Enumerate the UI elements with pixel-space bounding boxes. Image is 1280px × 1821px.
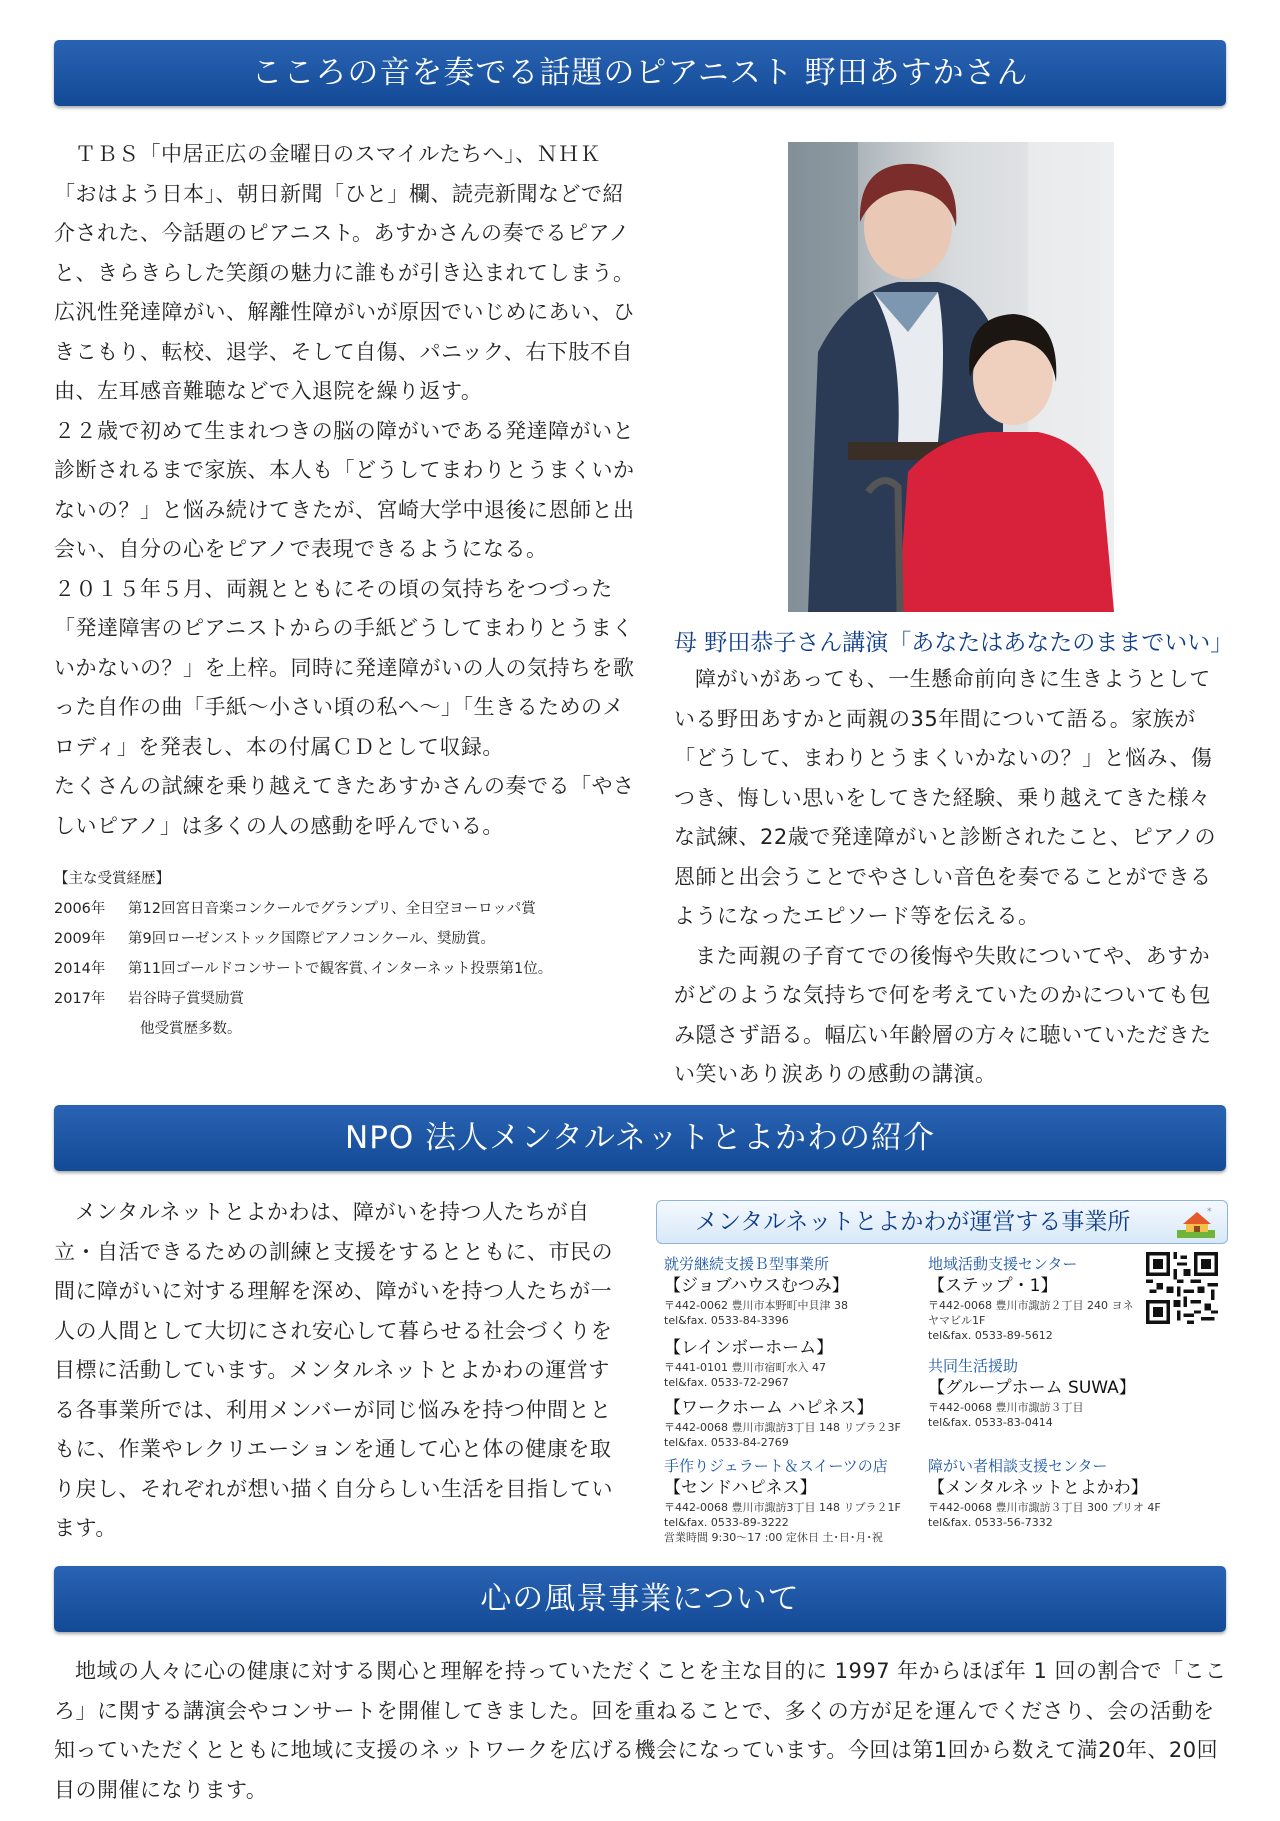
office-header-text: メンタルネットとよかわが運営する事業所 [695, 1209, 1131, 1235]
office-tel: tel&fax. 0533-72-2967 [664, 1376, 789, 1389]
intro-paragraph-1: ＴＢＳ「中居正広の金曜日のスマイルたちへ」、ＮＨＫ「おはよう日本」、朝日新聞「ひと」欄、読売新聞などで紹介された、今話題のピアニスト。あすかさんの奏でるピアノと、きらきらした笑顔の魅力に誰もが引き込まれてしまう。広汎性発達障がい、解離性障がいが原因でいじめにあい、ひきこもり、転校、退学、そして自傷、パニック、右下肢不自由、左耳感音難聴などで入退院を繰り返す。 [54, 142, 635, 403]
office-address: 〒441-0101 豊川市宿町水入 47 [664, 1361, 826, 1374]
office-tel: tel&fax. 0533-84-3396 [664, 1314, 789, 1327]
lecture-paragraph-2: また両親の子育てでの後悔や失敗についてや、あすかがどのような気持ちで何を考えていたのかについても包み隠さず語る。幅広い年齢層の方々に聴いていただきたい笑いあり涙ありの感動の講演。 [674, 943, 1212, 1086]
awards-list [54, 864, 654, 1044]
lecture-description [674, 660, 1230, 1095]
section1-title: こころの音を奏でる話題のピアニスト 野田あすかさん [54, 40, 1226, 106]
section3-title: 心の風景事業について [54, 1566, 1226, 1632]
house-icon [1175, 1206, 1217, 1240]
office-step [928, 1254, 1143, 1343]
office-tel: tel&fax. 0533-84-2769 [664, 1436, 789, 1449]
award-text: 第11回ゴールドコンサートで観客賞､インターネット投票第1位。 [128, 961, 553, 977]
award-year: 2006年 [54, 901, 106, 917]
office-tel: tel&fax. 0533-89-5612 [928, 1329, 1053, 1342]
lecture-paragraph-1: 障がいがあっても、一生懸命前向きに生きようとしている野田あすかと両親の35年間について語る。家族が「どうして、まわりとうまくいかないの？」と悩み、傷つき、悔しい思いをしてきた経験、乗り越えてきた様々な試練、22歳で発達障がいと診断されたこと、ピアノの恩師と出会うことでやさしい音色を奏でることができるようになったエピソード等を伝える。 [674, 667, 1217, 928]
award-row [54, 894, 654, 924]
office-tel: tel&fax. 0533-83-0414 [928, 1416, 1053, 1429]
award-year: 2017年 [54, 991, 106, 1007]
office-address: 〒442-0068 豊川市諏訪3丁目 148 リブラ２1F [664, 1501, 901, 1514]
mother-daughter-photo [788, 142, 1114, 612]
office-address: 〒442-0068 豊川市諏訪２丁目 240 ヨネヤマビル1F [928, 1299, 1134, 1327]
office-name: 【グループホーム SUWA】 [928, 1378, 1136, 1398]
office-address: 〒442-0068 豊川市諏訪３丁目 [928, 1401, 1084, 1414]
office-jobhouse [664, 1254, 914, 1328]
office-workhome [664, 1396, 914, 1450]
office-name: 【センドハピネス】 [664, 1478, 817, 1498]
office-panel-header [656, 1200, 1228, 1244]
office-hours: 営業時間 9:30～17 :00 定休日 土･日･月･祝 [664, 1531, 883, 1544]
section2-title: NPO 法人メンタルネットとよかわの紹介 [54, 1105, 1226, 1171]
office-name: 【ジョブハウスむつみ】 [664, 1276, 849, 1296]
svg-text:*: * [1207, 1207, 1212, 1217]
award-year: 2014年 [54, 961, 106, 977]
award-year: 2009年 [54, 931, 106, 947]
intro-paragraph-4: たくさんの試練を乗り越えてきたあすかさんの奏でる「やさしいピアノ」は多くの人の感動を呼んでいる。 [54, 774, 635, 838]
office-tel: tel&fax. 0533-89-3222 [664, 1516, 789, 1529]
office-category: 就労継続支援Ｂ型事業所 [664, 1255, 830, 1273]
award-text: 第9回ローゼンストック国際ピアノコンクール、奨励賞。 [128, 931, 495, 947]
office-category: 共同生活援助 [928, 1357, 1019, 1375]
award-row [54, 954, 654, 984]
office-name: 【レインボーホーム】 [664, 1338, 834, 1358]
npo-intro [54, 1193, 619, 1549]
awards-heading: 【主な受賞経歴】 [54, 871, 170, 887]
qr-code-icon[interactable] [1146, 1252, 1218, 1324]
office-category: 障がい者相談支援センター [928, 1457, 1108, 1475]
award-text: 岩谷時子賞奨励賞 [128, 991, 244, 1007]
office-panel [656, 1200, 1228, 1544]
office-tel: tel&fax. 0533-56-7332 [928, 1516, 1053, 1529]
intro-paragraph-2: ２２歳で初めて生まれつきの脳の障がいである発達障がいと診断されるまで家族、本人も「どうしてまわりとうまくいかないの？」と悩み続けてきたが、宮崎大学中退後に恩師と出会い、自分の心をピアノで表現できるようになる。 [54, 418, 635, 561]
award-row [54, 984, 654, 1014]
office-send [664, 1456, 924, 1545]
office-suwa [928, 1356, 1188, 1430]
office-name: 【ステップ・1】 [928, 1276, 1058, 1296]
pianist-intro [54, 135, 640, 846]
office-mental [928, 1456, 1188, 1530]
office-address: 〒442-0068 豊川市諏訪３丁目 300 プリオ 4F [928, 1501, 1161, 1514]
awards-other: 他受賞歴多数。 [140, 1021, 242, 1037]
office-rainbow [664, 1336, 914, 1390]
photo-illustration [788, 142, 1114, 612]
award-row [54, 924, 654, 954]
award-text: 第12回宮日音楽コンクールでグランプリ、全日空ヨーロッパ賞 [128, 901, 536, 917]
office-name: 【メンタルネットとよかわ】 [928, 1478, 1148, 1498]
project-paragraph: 地域の人々に心の健康に対する関心と理解を持っていただくことを主な目的に 1997 年からほぼ年 1 回の割合で「こころ」に関する講演会やコンサートを開催してきました。回を重ねることで、多くの方が足を運んでくださり、会の活動を知っていただくとともに地域に支援のネットワークを広げる機会になっています。今回は第1回から数えて満20年、20回目の開催になります。 [54, 1659, 1227, 1802]
lecture-title: 母 野田恭子さん講演「あなたはあなたのままでいい」 [674, 630, 1234, 656]
npo-paragraph: メンタルネットとよかわは、障がいを持つ人たちが自立・自活できるための訓練と支援をするとともに、市民の間に障がいに対する理解を深め、障がいを持つ人たちが一人の人間として大切にされ安心して暮らせる社会づくりを目標に活動しています。メンタルネットとよかわの運営する各事業所では、利用メンバーが同じ悩みを持つ仲間とともに、作業やレクリエーションを通して心と体の健康を取り戻し、それぞれが想い描く自分らしい生活を目指しています。 [54, 1200, 613, 1540]
office-address: 〒442-0068 豊川市諏訪3丁目 148 リブラ２3F [664, 1421, 901, 1434]
intro-paragraph-3: ２０１５年５月、両親とともにその頃の気持ちをつづった「発達障害のピアニストからの手紙どうしてまわりとうまくいかないの？」を上梓。同時に発達障がいの人の気持ちを歌った自作の曲「手紙～小さい頃の私へ～」「生きるためのメロディ」を発表し、本の付属ＣＤとして収録。 [54, 576, 635, 759]
office-address: 〒442-0062 豊川市本野町中貝津 38 [664, 1299, 848, 1312]
office-name: 【ワークホーム ハピネス】 [664, 1398, 874, 1418]
office-category: 手作りジェラート＆スイーツの店 [664, 1457, 888, 1475]
office-category: 地域活動支援センター [928, 1255, 1078, 1273]
kokoro-project [54, 1652, 1232, 1810]
